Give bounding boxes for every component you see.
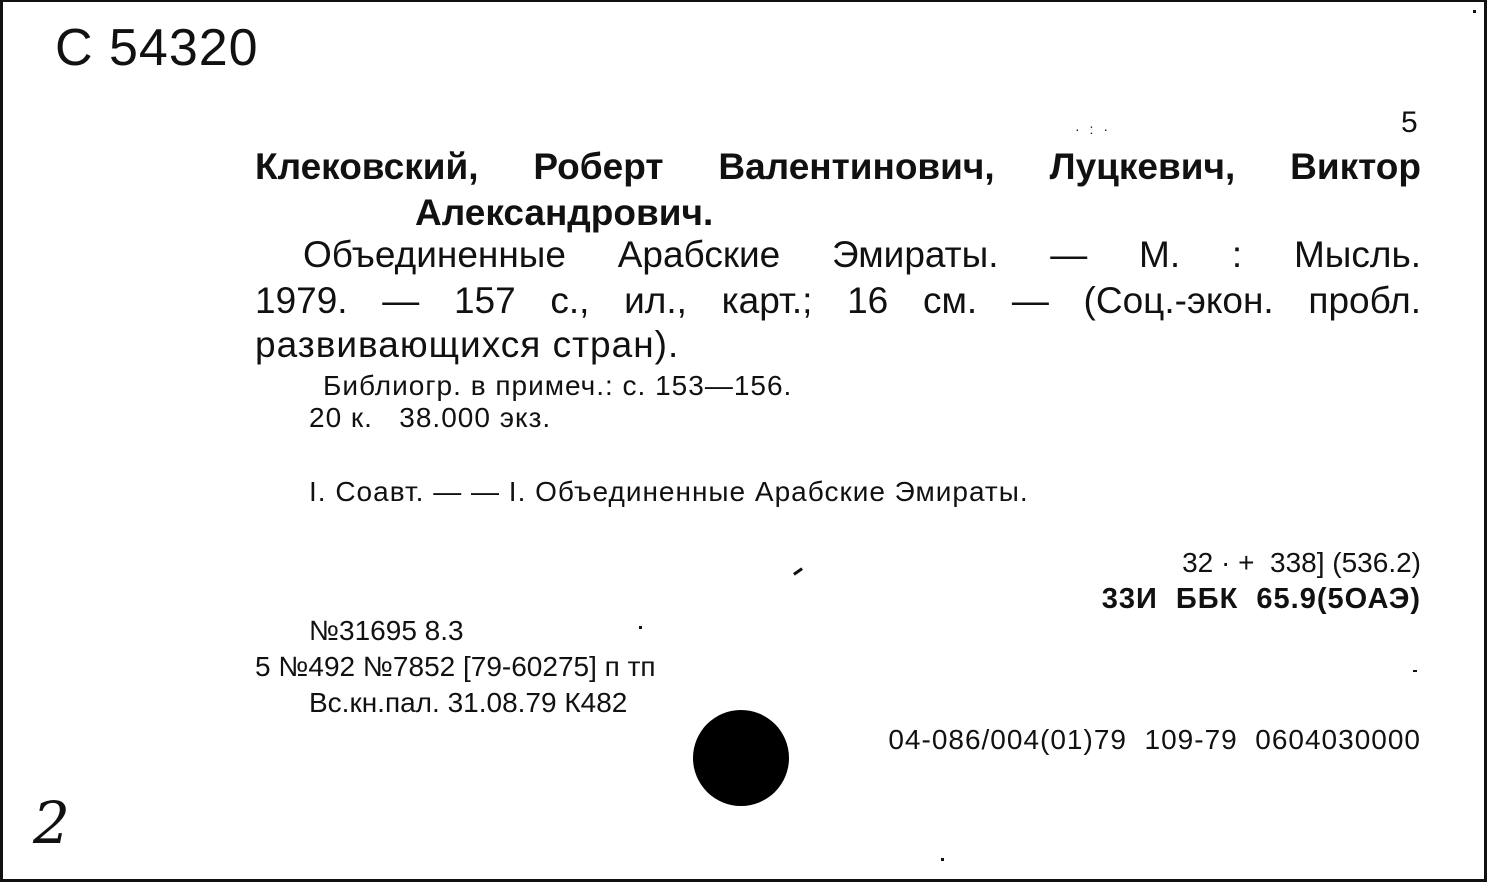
authors-line-2: Александрович. (415, 192, 714, 233)
author-word: Виктор (1290, 146, 1421, 187)
title-word: Объединенные (303, 234, 566, 275)
technical-line-3: Вс.кн.пал. 31.08.79 К482 (309, 687, 628, 718)
title-line-1 (303, 236, 1421, 273)
title-word: М. (1139, 234, 1181, 275)
title-word: (Соц.-экон. (1083, 280, 1274, 321)
title-word: — (1050, 234, 1088, 275)
ink-mark (793, 567, 803, 575)
title-word: пробл. (1308, 280, 1421, 321)
authors-line-1 (255, 148, 1421, 185)
ink-dot (941, 858, 944, 861)
title-word: карт.; (721, 280, 813, 321)
punch-hole (693, 710, 789, 806)
title-word: Арабские (617, 234, 781, 275)
udc-classification: 32 · + 338] (536.2) (1182, 547, 1421, 578)
ink-dot (1413, 670, 1417, 672)
title-word: : (1231, 234, 1243, 275)
title-word: с., (550, 280, 590, 321)
technical-line-2: 5 №492 №7852 [79-60275] п тп (255, 651, 656, 682)
author-word: Валентинович, (718, 146, 995, 187)
technical-line-1: №31695 8.3 (309, 615, 464, 646)
title-word: см. (922, 280, 978, 321)
bibliography-note: Библиогр. в примеч.: с. 153—156. (323, 370, 793, 401)
title-line-2 (255, 282, 1421, 319)
handwritten-number: 2 (33, 789, 70, 857)
author-word: Клековский, (255, 146, 479, 187)
title-word: ил., (624, 280, 687, 321)
title-line-3: развивающихся стран). (255, 324, 680, 365)
author-word: Роберт (533, 146, 664, 187)
author-word: Луцкевич, (1049, 146, 1236, 187)
title-word: — (382, 280, 420, 321)
ink-dot (639, 626, 642, 629)
title-word: — (1011, 280, 1049, 321)
stray-marks: · : · (1075, 121, 1111, 137)
call-number: С 54320 (55, 19, 259, 77)
price-print-run: 20 к. 38.000 экз. (309, 402, 552, 433)
page-marker: 5 (1401, 106, 1418, 139)
title-word: 157 (453, 280, 516, 321)
title-word: 1979. (255, 280, 348, 321)
subject-headings: I. Соавт. — — I. Объединенные Арабские Эмираты. (309, 476, 1029, 507)
bbk-classification: 33И ББК 65.9(5ОАЭ) (1101, 583, 1421, 615)
title-word: Эмираты. (832, 234, 999, 275)
isbn-line: 04-086/004(01)79 109-79 0604030000 (888, 724, 1421, 755)
title-word: 16 (847, 280, 889, 321)
ink-dot (1473, 10, 1476, 13)
title-word: Мысль. (1293, 234, 1421, 275)
